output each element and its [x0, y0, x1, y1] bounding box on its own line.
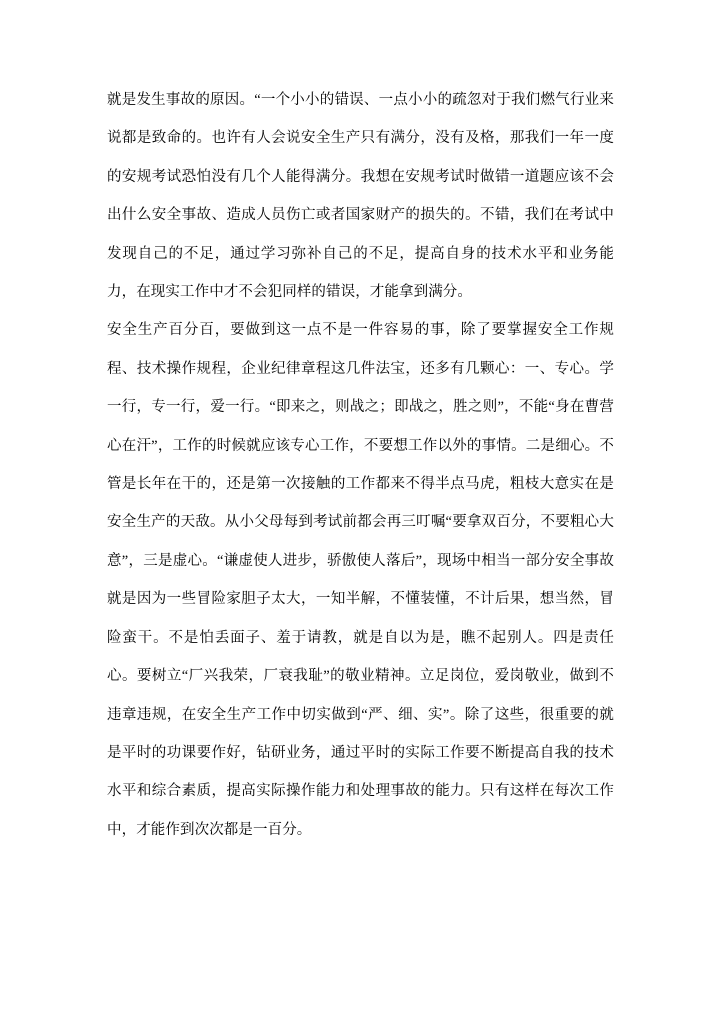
paragraph-1: 就是发生事故的原因。“一个小小的错误、一点小小的疏忽对于我们燃气行业来说都是致命的。也许有人会说安全生产只有满分，没有及格，那我们一年一度的安规考试恐怕没有几个人能得满分。我想在安规考试时做错一道题应该不会出什么安全事故、造成人员伤亡或者国家财产的损失的。不错，我们在考试中发现自己的不足，通过学习弥补自己的不足，提高自身的技术水平和业务能力，在现实工作中才不会犯同样的错误，才能拿到满分。: [107, 92, 614, 301]
paragraph-2: 安全生产百分百，要做到这一点不是一件容易的事，除了要掌握安全工作规程、技术操作规程，企业纪律章程这几件法宝，还多有几颗心：一、专心。学一行，专一行，爱一行。“即来之，则战之；即战之，胜之则”，不能“身在曹营心在汗”，工作的时候就应该专心工作，不要想工作以外的事情。二是细心。不管是长年在干的，还是第一次接触的工作都来不得半点马虎，粗枝大意实在是安全生产的天敌。从小父母每到考试前都会再三叮嘱“要拿双百分，不要粗心大意”，三是虚心。“谦虚使人进步，骄傲使人落后”，现场中相当一部分安全事故就是因为一些冒险家胆子太大，一知半解，不懂装懂，不计后果，想当然，冒险蛮干。不是怕丢面子、羞于请教，就是自以为是，瞧不起别人。四是责任心。要树立“厂兴我荣，厂衰我耻”的敬业精神。立足岗位，爱岗敬业，做到不违章违规，在安全生产工作中切实做到“严、细、实”。除了这些，很重要的就是平时的功课要作好，钻研业务，通过平时的实际工作要不断提高自我的技术水平和综合素质，提高实际操作能力和处理事故的能力。只有这样在每次工作中，才能作到次次都是一百分。: [107, 322, 614, 838]
